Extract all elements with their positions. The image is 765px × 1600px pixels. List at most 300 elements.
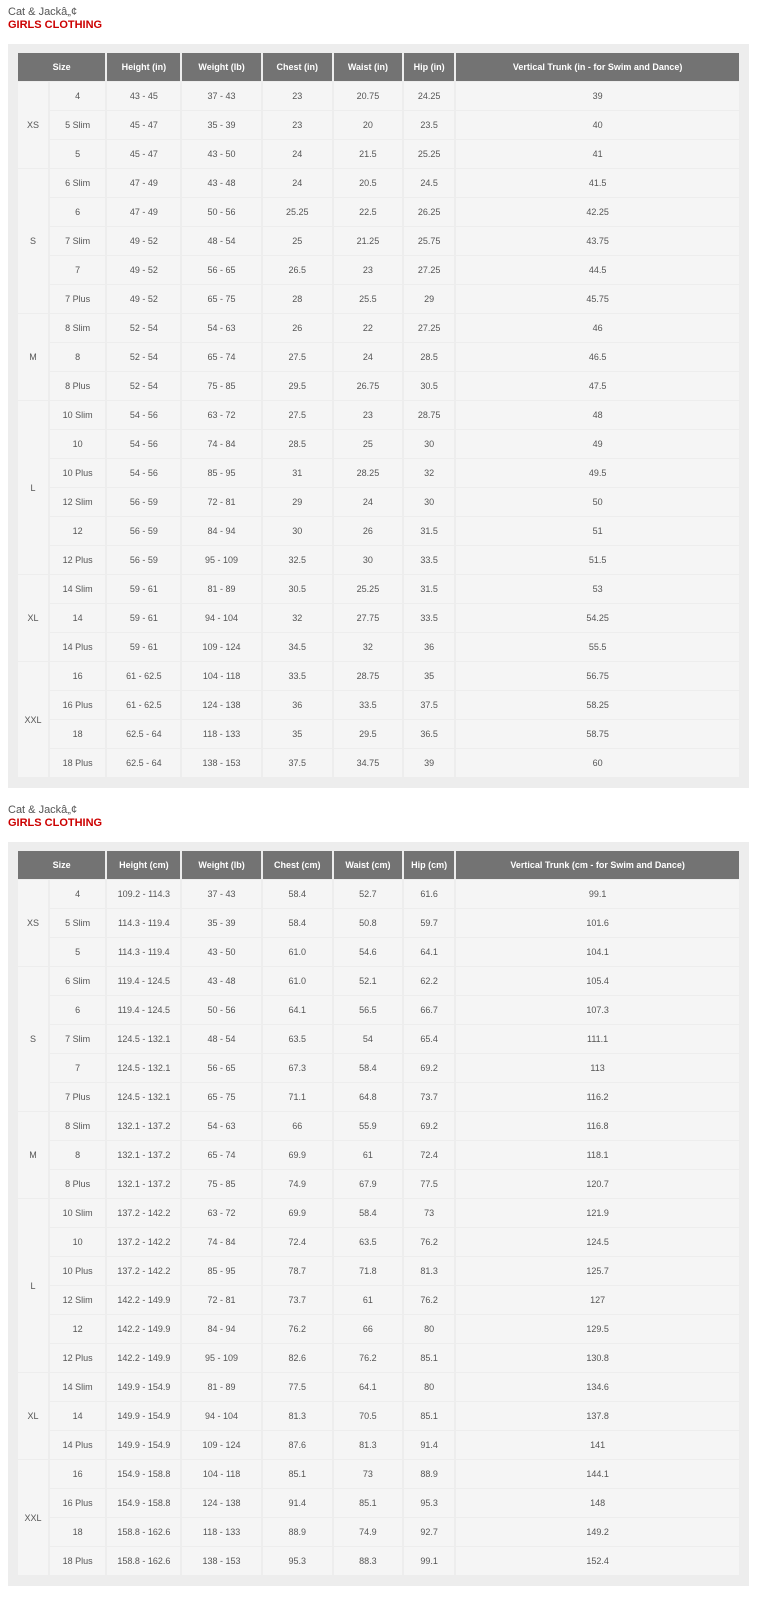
measurement-cell: 95.3 <box>263 1547 332 1575</box>
measurement-cell: 26 <box>263 314 332 342</box>
measurement-cell: 94 - 104 <box>182 604 260 632</box>
measurement-cell: 32 <box>404 459 454 487</box>
column-header: Weight (lb) <box>182 851 260 879</box>
measurement-cell: 54.6 <box>334 938 402 966</box>
measurement-cell: 20.75 <box>334 82 402 110</box>
measurement-cell: 48 - 54 <box>182 1025 260 1053</box>
measurement-cell: 88.9 <box>404 1460 454 1488</box>
table-row <box>18 459 739 487</box>
measurement-cell: 118 - 133 <box>182 720 260 748</box>
measurement-cell: 26.5 <box>263 256 332 284</box>
measurement-cell: 137.2 - 142.2 <box>107 1199 180 1227</box>
size-cell: 7 <box>50 1054 105 1082</box>
size-cell: 10 Plus <box>50 1257 105 1285</box>
size-cell: 5 Slim <box>50 909 105 937</box>
measurement-cell: 81.3 <box>404 1257 454 1285</box>
measurement-cell: 42.25 <box>456 198 739 226</box>
measurement-cell: 121.9 <box>456 1199 739 1227</box>
table-row <box>18 82 739 110</box>
column-header: Vertical Trunk (in - for Swim and Dance) <box>456 53 739 81</box>
brand-name: Cat & Jackâ„¢ <box>8 6 78 18</box>
measurement-cell: 22 <box>334 314 402 342</box>
measurement-cell: 81.3 <box>334 1431 402 1459</box>
measurement-cell: 80 <box>404 1373 454 1401</box>
measurement-cell: 28.75 <box>334 662 402 690</box>
measurement-cell: 34.5 <box>263 633 332 661</box>
table-row <box>18 111 739 139</box>
measurement-cell: 69.2 <box>404 1112 454 1140</box>
measurement-cell: 27.75 <box>334 604 402 632</box>
measurement-cell: 27.5 <box>263 401 332 429</box>
category-title: GIRLS CLOTHING <box>8 817 103 829</box>
size-table-panel <box>8 44 749 788</box>
measurement-cell: 31.5 <box>404 575 454 603</box>
measurement-cell: 29.5 <box>334 720 402 748</box>
measurement-cell: 149.9 - 154.9 <box>107 1431 180 1459</box>
column-header: Size <box>18 851 105 879</box>
measurement-cell: 23 <box>334 256 402 284</box>
table-row <box>18 169 739 197</box>
size-cell: 6 <box>50 996 105 1024</box>
measurement-cell: 65 - 74 <box>182 343 260 371</box>
measurement-cell: 75 - 85 <box>182 1170 260 1198</box>
measurement-cell: 65 - 75 <box>182 1083 260 1111</box>
measurement-cell: 49 - 52 <box>107 285 180 313</box>
column-header: Vertical Trunk (cm - for Swim and Dance) <box>456 851 739 879</box>
measurement-cell: 132.1 - 137.2 <box>107 1170 180 1198</box>
size-cell: 14 Slim <box>50 1373 105 1401</box>
measurement-cell: 148 <box>456 1489 739 1517</box>
measurement-cell: 37.5 <box>404 691 454 719</box>
size-cell: 5 <box>50 938 105 966</box>
measurement-cell: 54 - 56 <box>107 459 180 487</box>
measurement-cell: 152.4 <box>456 1547 739 1575</box>
measurement-cell: 49 - 52 <box>107 227 180 255</box>
table-row <box>18 1141 739 1169</box>
measurement-cell: 130.8 <box>456 1344 739 1372</box>
measurement-cell: 56.75 <box>456 662 739 690</box>
table-row <box>18 198 739 226</box>
measurement-cell: 54 - 63 <box>182 314 260 342</box>
size-cell: 18 Plus <box>50 1547 105 1575</box>
measurement-cell: 21.25 <box>334 227 402 255</box>
measurement-cell: 149.2 <box>456 1518 739 1546</box>
measurement-cell: 95 - 109 <box>182 546 260 574</box>
measurement-cell: 43 - 50 <box>182 140 260 168</box>
measurement-cell: 64.1 <box>263 996 332 1024</box>
measurement-cell: 35 <box>263 720 332 748</box>
measurement-cell: 85.1 <box>404 1402 454 1430</box>
measurement-cell: 124 - 138 <box>182 1489 260 1517</box>
measurement-cell: 47 - 49 <box>107 169 180 197</box>
measurement-cell: 56.5 <box>334 996 402 1024</box>
measurement-cell: 32 <box>334 633 402 661</box>
table-row <box>18 227 739 255</box>
measurement-cell: 67.3 <box>263 1054 332 1082</box>
table-row <box>18 1083 739 1111</box>
measurement-cell: 99.1 <box>404 1547 454 1575</box>
table-row <box>18 1054 739 1082</box>
column-header: Waist (cm) <box>334 851 402 879</box>
brand-name: Cat & Jackâ„¢ <box>8 804 78 816</box>
measurement-cell: 20.5 <box>334 169 402 197</box>
measurement-cell: 35 - 39 <box>182 111 260 139</box>
measurement-cell: 76.2 <box>263 1315 332 1343</box>
measurement-cell: 24.5 <box>404 169 454 197</box>
table-row <box>18 1344 739 1372</box>
table-row <box>18 430 739 458</box>
measurement-cell: 119.4 - 124.5 <box>107 996 180 1024</box>
measurement-cell: 52 - 54 <box>107 343 180 371</box>
measurement-cell: 28.5 <box>263 430 332 458</box>
measurement-cell: 47 - 49 <box>107 198 180 226</box>
measurement-cell: 64.1 <box>404 938 454 966</box>
table-row <box>18 691 739 719</box>
table-row <box>18 1431 739 1459</box>
header-row <box>18 851 739 879</box>
table-row <box>18 1460 739 1488</box>
size-cell: 10 Slim <box>50 1199 105 1227</box>
measurement-cell: 58.4 <box>334 1199 402 1227</box>
measurement-cell: 23 <box>263 111 332 139</box>
measurement-cell: 26.75 <box>334 372 402 400</box>
measurement-cell: 31.5 <box>404 517 454 545</box>
measurement-cell: 41 <box>456 140 739 168</box>
table-row <box>18 1112 739 1140</box>
measurement-cell: 91.4 <box>263 1489 332 1517</box>
measurement-cell: 50 - 56 <box>182 198 260 226</box>
measurement-cell: 63.5 <box>334 1228 402 1256</box>
size-cell: 6 Slim <box>50 169 105 197</box>
size-cell: 18 <box>50 1518 105 1546</box>
measurement-cell: 67.9 <box>334 1170 402 1198</box>
measurement-cell: 109.2 - 114.3 <box>107 880 180 908</box>
measurement-cell: 109 - 124 <box>182 633 260 661</box>
size-group-label: XXL <box>18 662 48 777</box>
size-cell: 16 Plus <box>50 1489 105 1517</box>
measurement-cell: 138 - 153 <box>182 1547 260 1575</box>
measurement-cell: 55.5 <box>456 633 739 661</box>
measurement-cell: 65.4 <box>404 1025 454 1053</box>
measurement-cell: 91.4 <box>404 1431 454 1459</box>
column-header: Size <box>18 53 105 81</box>
size-cell: 4 <box>50 880 105 908</box>
measurement-cell: 37 - 43 <box>182 82 260 110</box>
measurement-cell: 30 <box>404 430 454 458</box>
measurement-cell: 43 - 48 <box>182 169 260 197</box>
measurement-cell: 124 - 138 <box>182 691 260 719</box>
measurement-cell: 92.7 <box>404 1518 454 1546</box>
table-row <box>18 285 739 313</box>
size-cell: 7 Plus <box>50 1083 105 1111</box>
size-cell: 8 Slim <box>50 314 105 342</box>
measurement-cell: 149.9 - 154.9 <box>107 1402 180 1430</box>
measurement-cell: 63.5 <box>263 1025 332 1053</box>
measurement-cell: 56 - 59 <box>107 546 180 574</box>
measurement-cell: 75 - 85 <box>182 372 260 400</box>
measurement-cell: 54 - 56 <box>107 430 180 458</box>
size-cell: 14 <box>50 604 105 632</box>
measurement-cell: 49 <box>456 430 739 458</box>
measurement-cell: 24 <box>263 140 332 168</box>
measurement-cell: 23 <box>263 82 332 110</box>
table-row <box>18 967 739 995</box>
measurement-cell: 132.1 - 137.2 <box>107 1112 180 1140</box>
measurement-cell: 25.25 <box>334 575 402 603</box>
size-cell: 6 <box>50 198 105 226</box>
measurement-cell: 95 - 109 <box>182 1344 260 1372</box>
size-cell: 12 Plus <box>50 1344 105 1372</box>
measurement-cell: 149.9 - 154.9 <box>107 1373 180 1401</box>
measurement-cell: 37.5 <box>263 749 332 777</box>
measurement-cell: 59 - 61 <box>107 604 180 632</box>
measurement-cell: 85.1 <box>404 1344 454 1372</box>
measurement-cell: 158.8 - 162.6 <box>107 1547 180 1575</box>
size-cell: 10 <box>50 430 105 458</box>
measurement-cell: 124.5 - 132.1 <box>107 1025 180 1053</box>
measurement-cell: 76.2 <box>334 1344 402 1372</box>
measurement-cell: 52.7 <box>334 880 402 908</box>
measurement-cell: 61 <box>334 1141 402 1169</box>
table-row <box>18 1402 739 1430</box>
size-cell: 5 Slim <box>50 111 105 139</box>
measurement-cell: 29 <box>263 488 332 516</box>
measurement-cell: 73 <box>404 1199 454 1227</box>
measurement-cell: 39 <box>404 749 454 777</box>
size-cell: 16 <box>50 1460 105 1488</box>
table-row <box>18 401 739 429</box>
table-row <box>18 662 739 690</box>
measurement-cell: 27.25 <box>404 256 454 284</box>
measurement-cell: 23 <box>334 401 402 429</box>
measurement-cell: 49.5 <box>456 459 739 487</box>
measurement-cell: 25.25 <box>263 198 332 226</box>
measurement-cell: 84 - 94 <box>182 1315 260 1343</box>
measurement-cell: 72 - 81 <box>182 488 260 516</box>
measurement-cell: 26 <box>334 517 402 545</box>
size-cell: 8 Plus <box>50 1170 105 1198</box>
measurement-cell: 77.5 <box>404 1170 454 1198</box>
measurement-cell: 101.6 <box>456 909 739 937</box>
measurement-cell: 30.5 <box>263 575 332 603</box>
table-row <box>18 372 739 400</box>
size-cell: 4 <box>50 82 105 110</box>
size-cell: 7 Slim <box>50 1025 105 1053</box>
measurement-cell: 132.1 - 137.2 <box>107 1141 180 1169</box>
measurement-cell: 45 - 47 <box>107 140 180 168</box>
measurement-cell: 54 - 63 <box>182 1112 260 1140</box>
measurement-cell: 76.2 <box>404 1286 454 1314</box>
measurement-cell: 105.4 <box>456 967 739 995</box>
table-row <box>18 314 739 342</box>
measurement-cell: 84 - 94 <box>182 517 260 545</box>
measurement-cell: 61.0 <box>263 967 332 995</box>
measurement-cell: 72.4 <box>404 1141 454 1169</box>
measurement-cell: 63 - 72 <box>182 1199 260 1227</box>
measurement-cell: 74.9 <box>263 1170 332 1198</box>
measurement-cell: 66.7 <box>404 996 454 1024</box>
table-row <box>18 1257 739 1285</box>
measurement-cell: 41.5 <box>456 169 739 197</box>
measurement-cell: 62.5 - 64 <box>107 720 180 748</box>
size-cell: 10 Plus <box>50 459 105 487</box>
table-row <box>18 1373 739 1401</box>
size-cell: 8 Plus <box>50 372 105 400</box>
measurement-cell: 87.6 <box>263 1431 332 1459</box>
measurement-cell: 74.9 <box>334 1518 402 1546</box>
measurement-cell: 58.4 <box>263 909 332 937</box>
measurement-cell: 59 - 61 <box>107 575 180 603</box>
measurement-cell: 32.5 <box>263 546 332 574</box>
table-row <box>18 1315 739 1343</box>
measurement-cell: 99.1 <box>456 880 739 908</box>
measurement-cell: 78.7 <box>263 1257 332 1285</box>
measurement-cell: 39 <box>456 82 739 110</box>
size-group-label: L <box>18 1199 48 1372</box>
measurement-cell: 46 <box>456 314 739 342</box>
measurement-cell: 29 <box>404 285 454 313</box>
measurement-cell: 49 - 52 <box>107 256 180 284</box>
size-cell: 16 <box>50 662 105 690</box>
measurement-cell: 50.8 <box>334 909 402 937</box>
size-cell: 12 Plus <box>50 546 105 574</box>
table-row <box>18 604 739 632</box>
header-row <box>18 53 739 81</box>
table-row <box>18 256 739 284</box>
measurement-cell: 104 - 118 <box>182 662 260 690</box>
table-row <box>18 140 739 168</box>
measurement-cell: 58.25 <box>456 691 739 719</box>
measurement-cell: 109 - 124 <box>182 1431 260 1459</box>
measurement-cell: 46.5 <box>456 343 739 371</box>
size-cell: 7 <box>50 256 105 284</box>
measurement-cell: 56 - 65 <box>182 256 260 284</box>
measurement-cell: 61.0 <box>263 938 332 966</box>
measurement-cell: 62.2 <box>404 967 454 995</box>
size-cell: 12 <box>50 1315 105 1343</box>
measurement-cell: 64.1 <box>334 1373 402 1401</box>
measurement-cell: 26.25 <box>404 198 454 226</box>
measurement-cell: 81.3 <box>263 1402 332 1430</box>
measurement-cell: 94 - 104 <box>182 1402 260 1430</box>
size-cell: 7 Slim <box>50 227 105 255</box>
measurement-cell: 48 <box>456 401 739 429</box>
measurement-cell: 35 - 39 <box>182 909 260 937</box>
measurement-cell: 54 <box>334 1025 402 1053</box>
measurement-cell: 114.3 - 119.4 <box>107 938 180 966</box>
size-cell: 5 <box>50 140 105 168</box>
measurement-cell: 71.1 <box>263 1083 332 1111</box>
measurement-cell: 58.4 <box>263 880 332 908</box>
measurement-cell: 144.1 <box>456 1460 739 1488</box>
size-cell: 14 <box>50 1402 105 1430</box>
size-cell: 14 Plus <box>50 1431 105 1459</box>
table-row <box>18 1286 739 1314</box>
measurement-cell: 69.9 <box>263 1199 332 1227</box>
measurement-cell: 50 - 56 <box>182 996 260 1024</box>
measurement-cell: 56 - 59 <box>107 517 180 545</box>
measurement-cell: 33.5 <box>263 662 332 690</box>
measurement-cell: 28.75 <box>404 401 454 429</box>
measurement-cell: 76.2 <box>404 1228 454 1256</box>
measurement-cell: 64.8 <box>334 1083 402 1111</box>
measurement-cell: 61 <box>334 1286 402 1314</box>
size-group-label: S <box>18 169 48 313</box>
size-group-label: XL <box>18 575 48 661</box>
measurement-cell: 43.75 <box>456 227 739 255</box>
table-row <box>18 749 739 777</box>
measurement-cell: 43 - 45 <box>107 82 180 110</box>
measurement-cell: 32 <box>263 604 332 632</box>
size-cell: 12 Slim <box>50 488 105 516</box>
measurement-cell: 82.6 <box>263 1344 332 1372</box>
measurement-cell: 61.6 <box>404 880 454 908</box>
measurement-cell: 65 - 74 <box>182 1141 260 1169</box>
measurement-cell: 43 - 48 <box>182 967 260 995</box>
measurement-cell: 85.1 <box>263 1460 332 1488</box>
table-row <box>18 1489 739 1517</box>
table-row <box>18 1025 739 1053</box>
measurement-cell: 63 - 72 <box>182 401 260 429</box>
measurement-cell: 118 - 133 <box>182 1518 260 1546</box>
measurement-cell: 20 <box>334 111 402 139</box>
column-header: Weight (lb) <box>182 53 260 81</box>
size-group-label: M <box>18 1112 48 1198</box>
measurement-cell: 116.8 <box>456 1112 739 1140</box>
measurement-cell: 25 <box>334 430 402 458</box>
measurement-cell: 30 <box>263 517 332 545</box>
measurement-cell: 61 - 62.5 <box>107 662 180 690</box>
size-cell: 6 Slim <box>50 967 105 995</box>
measurement-cell: 59.7 <box>404 909 454 937</box>
size-cell: 12 Slim <box>50 1286 105 1314</box>
size-cell: 12 <box>50 517 105 545</box>
measurement-cell: 31 <box>263 459 332 487</box>
measurement-cell: 54 - 56 <box>107 401 180 429</box>
table-row <box>18 343 739 371</box>
table-row <box>18 1228 739 1256</box>
measurement-cell: 104 - 118 <box>182 1460 260 1488</box>
measurement-cell: 158.8 - 162.6 <box>107 1518 180 1546</box>
measurement-cell: 111.1 <box>456 1025 739 1053</box>
size-group-label: XS <box>18 880 48 966</box>
size-group-label: XXL <box>18 1460 48 1575</box>
measurement-cell: 66 <box>263 1112 332 1140</box>
measurement-cell: 25.25 <box>404 140 454 168</box>
measurement-cell: 36 <box>404 633 454 661</box>
measurement-cell: 51 <box>456 517 739 545</box>
size-cell: 14 Slim <box>50 575 105 603</box>
measurement-cell: 52 - 54 <box>107 314 180 342</box>
measurement-cell: 114.3 - 119.4 <box>107 909 180 937</box>
measurement-cell: 40 <box>456 111 739 139</box>
measurement-cell: 60 <box>456 749 739 777</box>
measurement-cell: 30 <box>404 488 454 516</box>
table-row <box>18 1547 739 1575</box>
measurement-cell: 72 - 81 <box>182 1286 260 1314</box>
measurement-cell: 80 <box>404 1315 454 1343</box>
measurement-cell: 137.2 - 142.2 <box>107 1228 180 1256</box>
measurement-cell: 53 <box>456 575 739 603</box>
measurement-cell: 69.9 <box>263 1141 332 1169</box>
column-header: Height (in) <box>107 53 180 81</box>
size-group-label: M <box>18 314 48 400</box>
measurement-cell: 118.1 <box>456 1141 739 1169</box>
measurement-cell: 104.1 <box>456 938 739 966</box>
size-cell: 8 <box>50 1141 105 1169</box>
measurement-cell: 142.2 - 149.9 <box>107 1286 180 1314</box>
measurement-cell: 74 - 84 <box>182 430 260 458</box>
